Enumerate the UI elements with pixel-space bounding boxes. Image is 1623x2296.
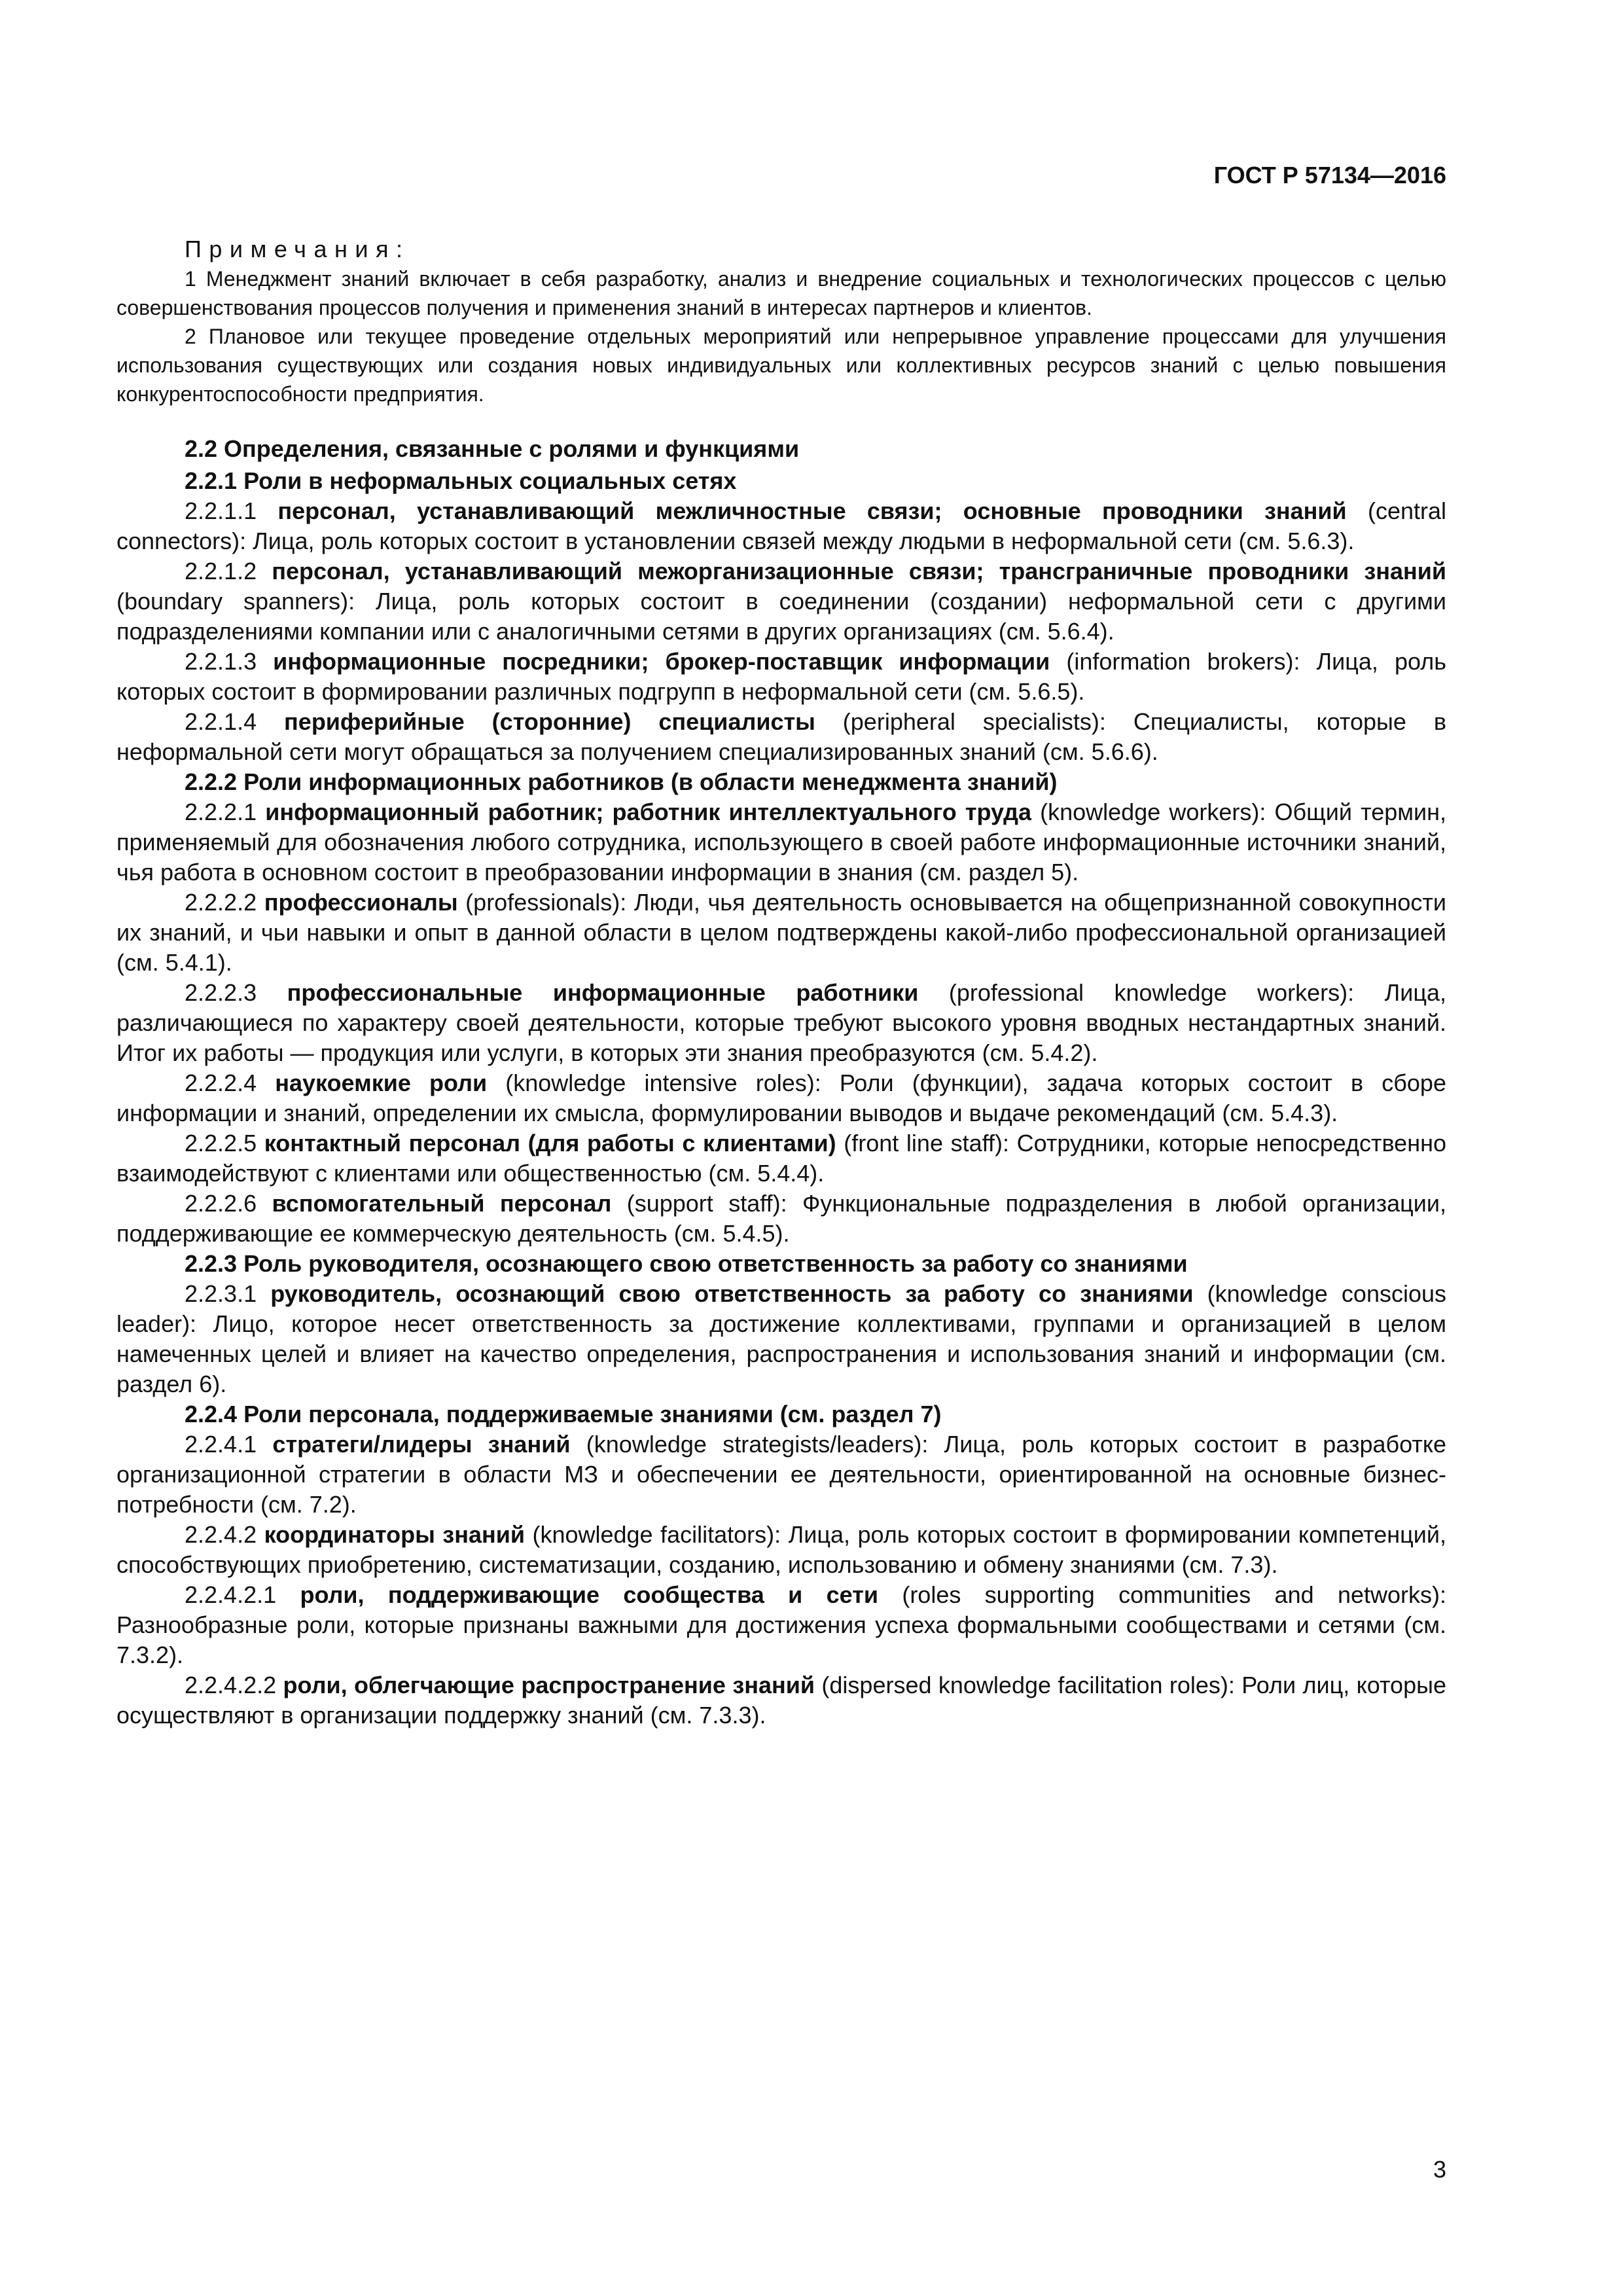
notes-title: Примечания:: [185, 236, 410, 262]
definition-text: (peripheral specialists): Специалисты, которые в неформальной сети могут обращаться за получением специализированных знаний (см. 5.6.6).: [116, 708, 1446, 765]
definition-entry: [116, 978, 1446, 1068]
definition-text: (knowledge conscious leader): Лицо, которое несет ответственность за достижение коллективами, группами и организацией в целом намеченных целей и влияет на качество определения, распространения и использования знаний и информации (см. раздел 6).: [116, 1280, 1447, 1397]
definition-number: 2.2.2.4: [185, 1069, 257, 1096]
definition-text: (professional knowledge workers): Лица, различающиеся по характеру своей деятельности, которые требуют высокого уровня вводных нестандартных знаний. Итог их работы — продукция или услуги, в которых эти знания преобразуются (см. 5.4.2).: [116, 979, 1446, 1066]
definition-text: (professionals): Люди, чья деятельность основывается на общепризнанной совокупности их знаний, и чьи навыки и опыт в данной области в целом подтверждены какой-либо профессиональной организацией (см. 5.4.1).: [116, 889, 1446, 976]
definition-entry: [116, 1128, 1446, 1189]
definition-entry: [116, 556, 1446, 647]
definition-term: профессионалы: [264, 889, 458, 916]
definition-number: 2.2.2.3: [185, 979, 257, 1006]
definition-entry: [116, 1670, 1446, 1731]
definition-term: руководитель, осознающий свою ответственность за работу со знаниями: [270, 1280, 1194, 1307]
definition-text: (dispersed knowledge facilitation roles): Роли лиц, которые осуществляют в организации поддержку знаний (см. 7.3.3).: [116, 1672, 1446, 1729]
definition-number: 2.2.3.1: [185, 1280, 257, 1307]
definition-term: наукоемкие роли: [275, 1069, 488, 1096]
page-number: 3: [1433, 2156, 1446, 2183]
definition-number: 2.2.1.2: [185, 558, 257, 584]
definition-entry: [116, 1429, 1446, 1520]
definition-number: 2.2.1.4: [185, 708, 257, 735]
definition-term: информационные посредники; брокер-поставщик информации: [273, 648, 1050, 675]
definition-text: (support staff): Функциональные подразделения в любой организации, поддерживающие ее коммерческую деятельность (см. 5.4.5).: [116, 1190, 1446, 1247]
definition-term: информационный работник; работник интеллектуального труда: [265, 798, 1031, 825]
definition-number: 2.2.1.1: [185, 497, 257, 524]
subsection-heading: 2.2.1 Роли в неформальных социальных сетях: [185, 467, 737, 494]
note-item: 1 Менеджмент знаний включает в себя разработку, анализ и внедрение социальных и технологических процессов с целью совершенствования процессов получения и применения знаний в интересах партнеров и клиентов.: [116, 267, 1446, 319]
definitions-list: [116, 496, 1446, 767]
definition-number: 2.2.4.1: [185, 1431, 257, 1458]
definition-entry: [116, 496, 1446, 556]
definition-text: (knowledge workers): Общий термин, применяемый для обозначения любого сотрудника, использующего в своей работе информационные источники знаний, чья работа в основном состоит в преобразовании информации в знания (см. раздел 5).: [116, 798, 1446, 886]
definition-entry: [116, 1068, 1446, 1128]
definition-term: персонал, устанавливающий межорганизационные связи; трансграничные проводники знаний: [272, 558, 1446, 584]
definition-term: профессиональные информационные работники: [287, 979, 919, 1006]
definition-text: (front line staff): Сотрудники, которые непосредственно взаимодействуют с клиентами или общественностью (см. 5.4.4).: [116, 1130, 1446, 1187]
definition-text: (central connectors): Лица, роль которых состоит в установлении связей между людьми в неформальной сети (см. 5.6.3).: [116, 497, 1446, 554]
definition-text: (knowledge strategists/leaders): Лица, роль которых состоит в разработке организационной стратегии в области МЗ и обеспечении ее деятельности, ориентированной на основные бизнес-потребности (см. 7.2).: [116, 1431, 1447, 1518]
section-heading: 2.2 Определения, связанные с ролями и функциями: [185, 435, 800, 462]
definition-entry: [116, 1580, 1446, 1670]
definition-text: (knowledge facilitators): Лица, роль которых состоит в формировании компетенций, способствующих приобретению, систематизации, созданию, использованию и обмену знаниями (см. 7.3).: [116, 1521, 1446, 1578]
definition-number: 2.2.1.3: [185, 648, 257, 675]
definition-term: вспомогательный персонал: [272, 1190, 612, 1217]
subsection-heading: 2.2.2 Роли информационных работников (в области менеджмента знаний): [185, 768, 1058, 795]
definition-number: 2.2.4.2: [185, 1521, 257, 1548]
definition-term: координаторы знаний: [264, 1521, 525, 1548]
definition-entry: [116, 647, 1446, 707]
definition-term: роли, поддерживающие сообщества и сети: [300, 1581, 878, 1608]
definition-entry: [116, 1189, 1446, 1249]
definition-term: периферийные (сторонние) специалисты: [284, 708, 815, 735]
document-id: ГОСТ Р 57134—2016: [1213, 162, 1446, 188]
definition-term: роли, облегчающие распространение знаний: [283, 1672, 815, 1698]
definition-entry: [116, 797, 1446, 888]
page-footer: [116, 2157, 1446, 2183]
definition-entry: [116, 707, 1446, 767]
definition-term: стратеги/лидеры знаний: [272, 1431, 571, 1458]
note-item: 2 Плановое или текущее проведение отдельных мероприятий или непрерывное управление процессами для улучшения использования существующих или создания новых индивидуальных или коллективных ресурсов знаний с целью повышения конкурентоспособности предприятия.: [116, 325, 1446, 406]
document-header: [116, 144, 1446, 215]
document-body: [116, 228, 1446, 1731]
definition-text: (roles supporting communities and networks): Разнообразные роли, которые признаны важными для достижения успеха формальными сообществами и сетями (см. 7.3.2).: [116, 1581, 1446, 1668]
definition-text: (boundary spanners): Лица, роль которых состоит в соединении (создании) неформальной сети с другими подразделениями компании или с аналогичными сетями в других организациях (см. 5.6.4).: [116, 588, 1446, 645]
definition-text: (information brokers): Лица, роль которых состоит в формировании различных подгрупп в неформальной сети (см. 5.6.5).: [116, 648, 1446, 705]
definitions-list: [116, 1429, 1446, 1731]
definition-text: (knowledge intensive roles): Роли (функции), задача которых состоит в сборе информации и знаний, определении их смысла, формулировании выводов и выдаче рекомендаций (см. 5.4.3).: [116, 1069, 1446, 1126]
definition-entry: [116, 1279, 1446, 1399]
definition-number: 2.2.4.2.2: [185, 1672, 277, 1698]
definition-number: 2.2.2.5: [185, 1130, 257, 1157]
subsection-heading: 2.2.4 Роли персонала, поддерживаемые знаниями (см. раздел 7): [185, 1401, 942, 1427]
subsection-heading: 2.2.3 Роль руководителя, осознающего свою ответственность за работу со знаниями: [185, 1250, 1188, 1277]
definition-number: 2.2.2.2: [185, 889, 257, 916]
definition-number: 2.2.2.1: [185, 798, 257, 825]
definition-number: 2.2.2.6: [185, 1190, 257, 1217]
definition-entry: [116, 1520, 1446, 1580]
definitions-list: [116, 1279, 1446, 1399]
definition-term: персонал, устанавливающий межличностные связи; основные проводники знаний: [277, 497, 1347, 524]
definition-term: контактный персонал (для работы с клиентами): [264, 1130, 836, 1157]
definition-number: 2.2.4.2.1: [185, 1581, 277, 1608]
definitions-list: [116, 797, 1446, 1249]
definition-entry: [116, 888, 1446, 978]
